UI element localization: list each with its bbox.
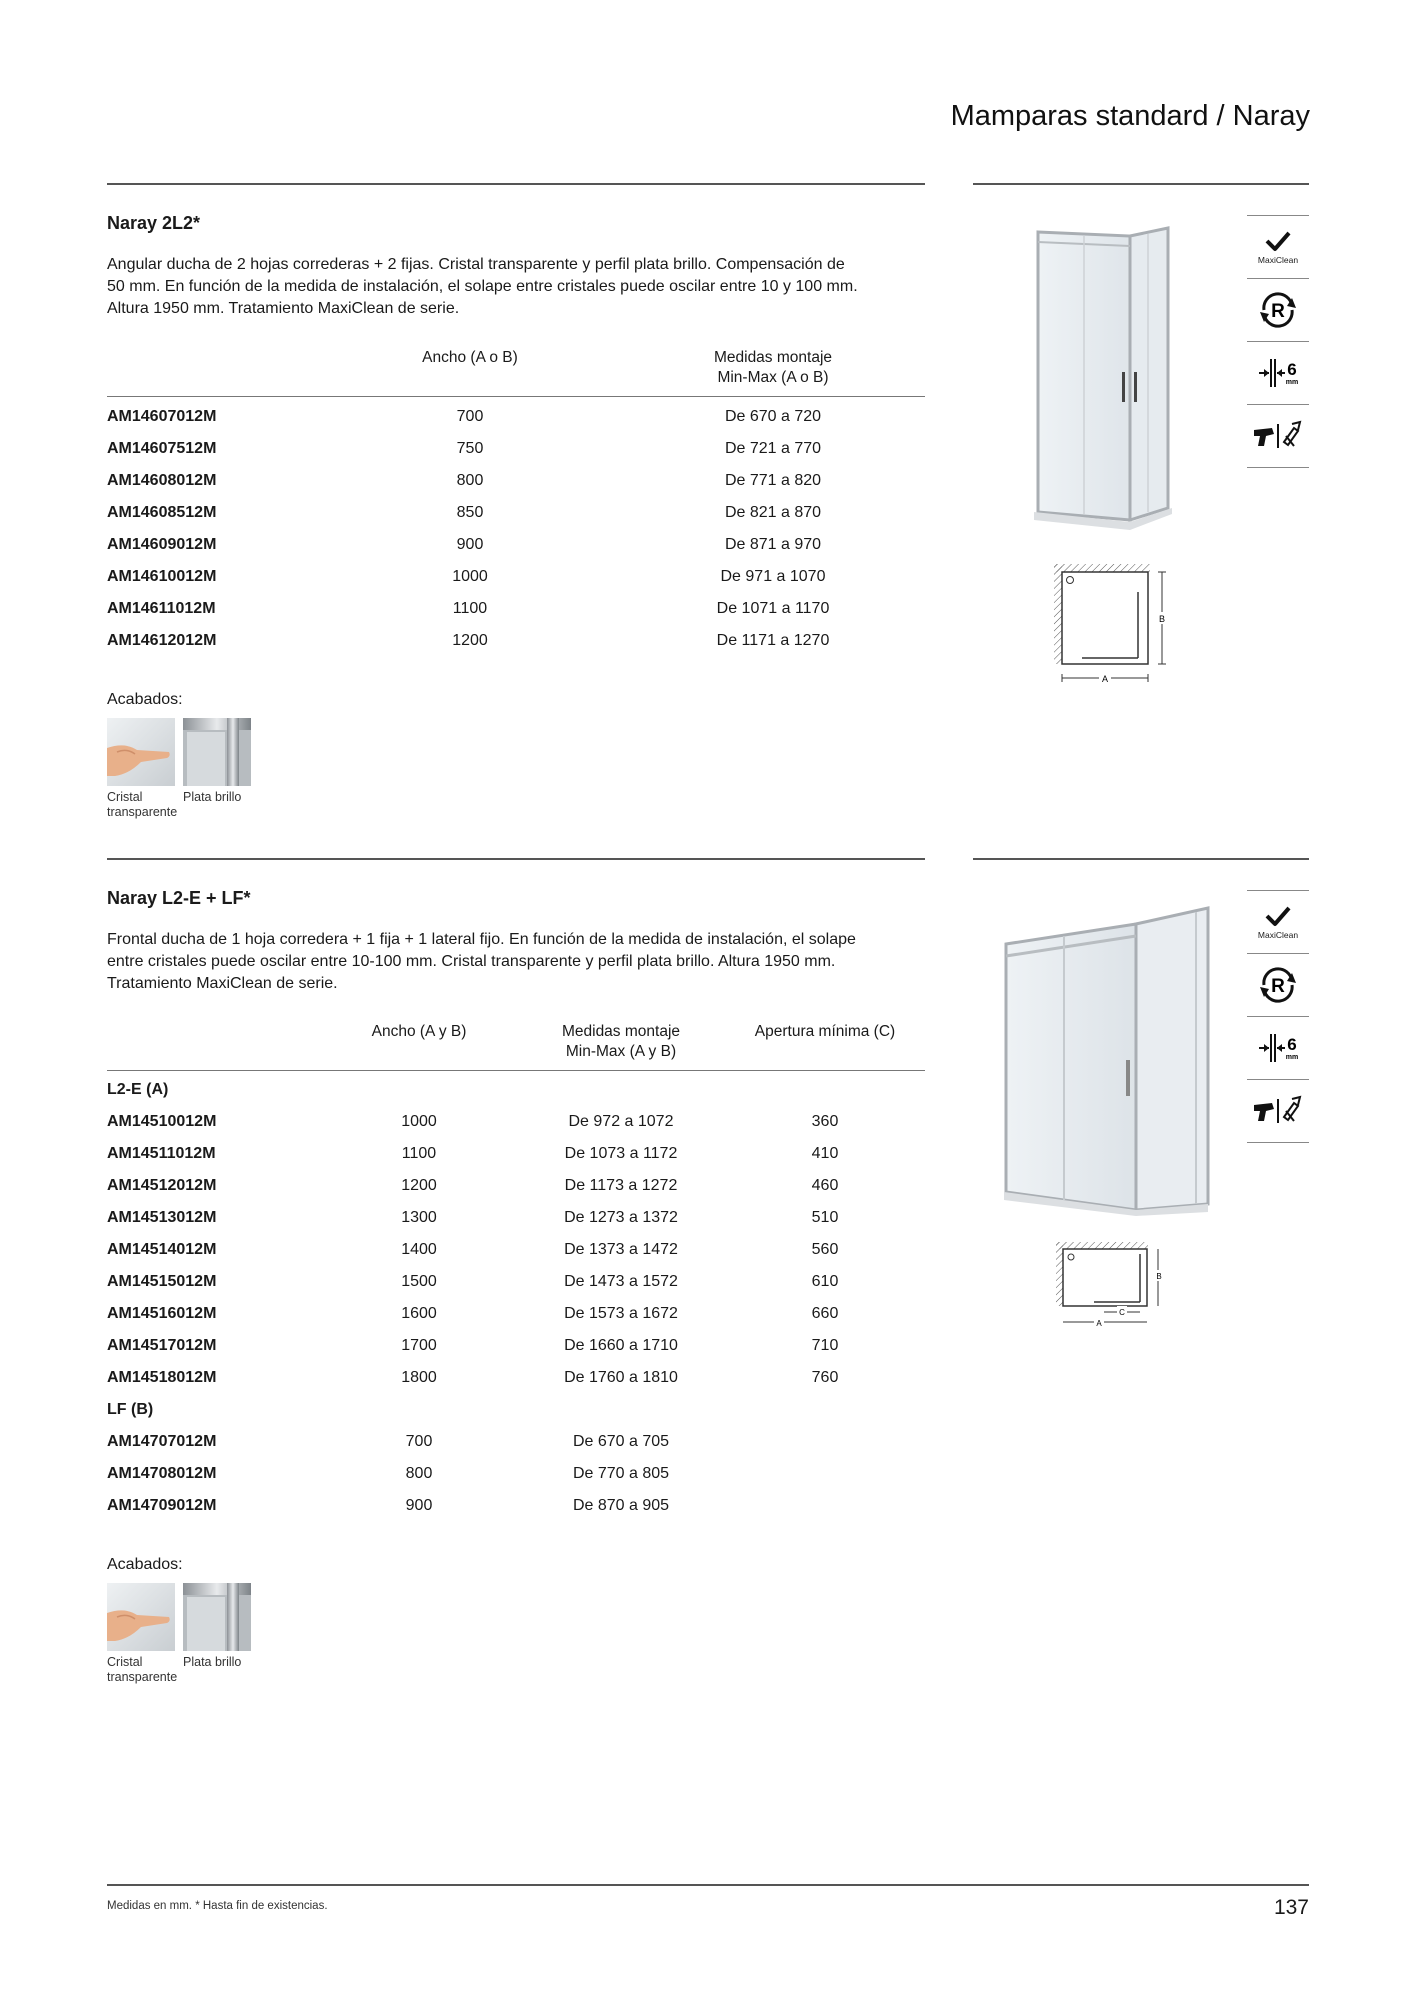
installation-tools-icon (1247, 1080, 1309, 1142)
apertura-value: 560 (811, 1241, 839, 1258)
glass-thickness-value: 6 (1287, 1035, 1297, 1054)
description-line: 50 mm. En función de la medida de instalación, el solape entre cristales puede oscilar entre 10 y 100 mm. (107, 278, 858, 295)
product-code: AM14516012M (107, 1305, 217, 1322)
ancho-value: 1000 (452, 568, 488, 585)
maxiclean-label: MaxiClean (1257, 930, 1299, 940)
product-code: AM14517012M (107, 1337, 217, 1354)
medidas-value: De 821 a 870 (724, 504, 822, 521)
table-row (107, 1145, 925, 1169)
product-code: AM14609012M (107, 536, 217, 553)
col-header-medidas-line2: Min-Max (A o B) (717, 369, 829, 386)
ancho-value: 1700 (401, 1337, 437, 1354)
description-line: entre cristales puede oscilar entre 10-100 mm. Cristal transparente y perfil plata brillo. Altura 1950 mm. (107, 953, 836, 970)
apertura-value: 360 (811, 1113, 839, 1130)
product-code: AM14612012M (107, 632, 217, 649)
ancho-value: 1200 (401, 1177, 437, 1194)
maxiclean-label: MaxiClean (1257, 255, 1299, 265)
ancho-value: 700 (456, 408, 484, 425)
section1-side-rule (973, 183, 1309, 185)
col-header-medidas-line1: Medidas montaje (561, 1023, 681, 1040)
product-code: AM14707012M (107, 1433, 217, 1450)
section1-top-rule (107, 183, 925, 185)
maxiclean-icon (1247, 216, 1309, 278)
swatch-caption-line: Cristal (107, 1655, 143, 1669)
ancho-value: 900 (456, 536, 484, 553)
reversible-icon (1247, 279, 1309, 341)
medidas-value: De 871 a 970 (724, 536, 822, 553)
swatch-caption-line: transparente (107, 805, 178, 819)
diagram-label-b: B (1158, 614, 1166, 624)
col-header-apertura: Apertura mínima (C) (754, 1023, 896, 1040)
swatch-cristal-transparente (107, 718, 175, 786)
medidas-value: De 1173 a 1272 (564, 1177, 678, 1194)
description-line: Tratamiento MaxiClean de serie. (107, 975, 338, 992)
apertura-value: 410 (811, 1145, 839, 1162)
medidas-value: De 670 a 720 (724, 408, 822, 425)
section2-title: Naray L2-E + LF* (107, 888, 251, 908)
product-code: AM14709012M (107, 1497, 217, 1514)
product-code: AM14607012M (107, 408, 217, 425)
diagram-label-a: A (1101, 674, 1109, 684)
ancho-value: 1800 (401, 1369, 437, 1386)
table-row (107, 504, 925, 528)
ancho-value: 800 (456, 472, 484, 489)
swatch-cristal-transparente (107, 1583, 175, 1651)
table-row (107, 408, 925, 432)
table-row (107, 472, 925, 496)
product-code: AM14608512M (107, 504, 217, 521)
table-group-label: L2-E (A) (107, 1081, 169, 1098)
footer-rule (107, 1884, 1309, 1886)
acabados-label: Acabados: (107, 691, 183, 708)
ancho-value: 850 (456, 504, 484, 521)
swatch-plata-brillo (183, 1583, 251, 1651)
product-code: AM14515012M (107, 1273, 217, 1290)
table-row (107, 1305, 925, 1329)
acabados-label: Acabados: (107, 1556, 183, 1573)
glass-thickness-icon (1247, 1017, 1309, 1079)
product-code: AM14608012M (107, 472, 217, 489)
swatch-caption-plata: Plata brillo (183, 1655, 242, 1669)
apertura-value: 610 (811, 1273, 839, 1290)
product-code: AM14514012M (107, 1241, 217, 1258)
diagram-label-c: C (1119, 1308, 1125, 1317)
product-code: AM14510012M (107, 1113, 217, 1130)
table2-header-rule (107, 1070, 925, 1071)
section1-title: Naray 2L2* (107, 213, 201, 233)
icon-divider (1247, 467, 1309, 468)
table-row (107, 600, 925, 624)
ancho-value: 1400 (401, 1241, 437, 1258)
footer-note: Medidas en mm. * Hasta fin de existencias. (107, 1900, 328, 1912)
glass-thickness-value: 6 (1287, 360, 1297, 379)
product-code: AM14607512M (107, 440, 217, 457)
ancho-value: 750 (456, 440, 484, 457)
table-row (107, 632, 925, 656)
description-line: Angular ducha de 2 hojas correderas + 2 fijas. Cristal transparente y perfil plata brillo. Compensación de (107, 256, 845, 273)
ancho-value: 1100 (452, 600, 488, 617)
reversible-letter: R (1271, 976, 1285, 997)
installation-tools-icon (1247, 405, 1309, 467)
product-code: AM14708012M (107, 1465, 217, 1482)
medidas-value: De 870 a 905 (572, 1497, 670, 1514)
table-row (107, 1465, 925, 1489)
swatch-plata-brillo (183, 718, 251, 786)
medidas-value: De 1760 a 1810 (564, 1369, 678, 1386)
glass-thickness-unit: mm (1285, 1054, 1299, 1061)
feature-icons-2 (1247, 890, 1309, 1143)
glass-thickness-icon (1247, 342, 1309, 404)
swatch-caption-cristal (107, 790, 177, 820)
ancho-value: 800 (405, 1465, 433, 1482)
description-line: Frontal ducha de 1 hoja corredera + 1 fija + 1 lateral fijo. En función de la medida de instalación, el solape (107, 931, 856, 948)
medidas-value: De 1473 a 1572 (564, 1273, 678, 1290)
table-row (107, 1177, 925, 1201)
table-row (107, 1113, 925, 1137)
ancho-value: 1000 (401, 1113, 437, 1130)
table-row (107, 1241, 925, 1265)
ancho-value: 1100 (401, 1145, 437, 1162)
medidas-value: De 971 a 1070 (720, 568, 826, 585)
plan-diagram-naray-2l2 (1052, 562, 1176, 692)
product-code: AM14611012M (107, 600, 216, 617)
table-row (107, 568, 925, 592)
swatch-caption-line: Cristal (107, 790, 143, 804)
description-line: Altura 1950 mm. Tratamiento MaxiClean de serie. (107, 300, 460, 317)
page-number: 137 (1273, 1896, 1309, 1919)
table1-header-rule (107, 396, 925, 397)
product-image-naray-2l2 (1018, 222, 1184, 534)
diagram-label-a: A (1096, 1319, 1102, 1328)
table-row (107, 1273, 925, 1297)
medidas-value: De 721 a 770 (724, 440, 822, 457)
section2-side-rule (973, 858, 1309, 860)
product-code: AM14511012M (107, 1145, 216, 1162)
icon-divider (1247, 1142, 1309, 1143)
ancho-value: 1300 (401, 1209, 437, 1226)
table-row (107, 1337, 925, 1361)
glass-thickness-unit: mm (1285, 379, 1299, 386)
medidas-value: De 670 a 705 (572, 1433, 670, 1450)
medidas-value: De 1273 a 1372 (564, 1209, 678, 1226)
swatch-caption-plata: Plata brillo (183, 790, 242, 804)
apertura-value: 710 (811, 1337, 839, 1354)
maxiclean-icon (1247, 891, 1309, 953)
col-header-medidas (521, 1022, 721, 1062)
medidas-value: De 1373 a 1472 (564, 1241, 678, 1258)
table-row (107, 1497, 925, 1521)
feature-icons-1 (1247, 215, 1309, 468)
col-header-medidas-line2: Min-Max (A y B) (565, 1043, 677, 1060)
reversible-letter: R (1271, 301, 1285, 322)
ancho-value: 1500 (401, 1273, 437, 1290)
product-code: AM14518012M (107, 1369, 217, 1386)
medidas-value: De 770 a 805 (572, 1465, 670, 1482)
page-title: Mamparas standard / Naray (950, 100, 1310, 132)
swatch-caption-cristal (107, 1655, 177, 1685)
medidas-value: De 771 a 820 (724, 472, 822, 489)
col-header-medidas-line1: Medidas montaje (713, 349, 833, 366)
section2-top-rule (107, 858, 925, 860)
apertura-value: 460 (811, 1177, 839, 1194)
product-code: AM14513012M (107, 1209, 217, 1226)
product-code: AM14610012M (107, 568, 217, 585)
apertura-value: 760 (811, 1369, 839, 1386)
medidas-value: De 1573 a 1672 (564, 1305, 678, 1322)
ancho-value: 1600 (401, 1305, 437, 1322)
apertura-value: 510 (811, 1209, 839, 1226)
section2-description (107, 929, 927, 995)
plan-diagram-naray-l2e-lf (1054, 1240, 1172, 1330)
medidas-value: De 972 a 1072 (568, 1113, 674, 1130)
medidas-value: De 1073 a 1172 (564, 1145, 678, 1162)
medidas-value: De 1171 a 1270 (716, 632, 830, 649)
diagram-label-b: B (1156, 1272, 1162, 1281)
apertura-value: 660 (811, 1305, 839, 1322)
table-row (107, 1433, 925, 1457)
section1-description (107, 254, 927, 320)
ancho-value: 900 (405, 1497, 433, 1514)
swatch-caption-line: transparente (107, 1670, 178, 1684)
table-group-label: LF (B) (107, 1401, 154, 1418)
medidas-value: De 1660 a 1710 (564, 1337, 678, 1354)
ancho-value: 700 (405, 1433, 433, 1450)
table-row (107, 440, 925, 464)
product-image-naray-l2e-lf (1000, 900, 1212, 1216)
col-header-ancho: Ancho (A o B) (422, 349, 518, 366)
table-row (107, 1209, 925, 1233)
col-header-medidas (673, 348, 873, 388)
ancho-value: 1200 (452, 632, 488, 649)
medidas-value: De 1071 a 1170 (716, 600, 830, 617)
col-header-ancho: Ancho (A y B) (371, 1023, 467, 1040)
table-row (107, 536, 925, 560)
product-code: AM14512012M (107, 1177, 217, 1194)
reversible-icon (1247, 954, 1309, 1016)
table-row (107, 1369, 925, 1393)
